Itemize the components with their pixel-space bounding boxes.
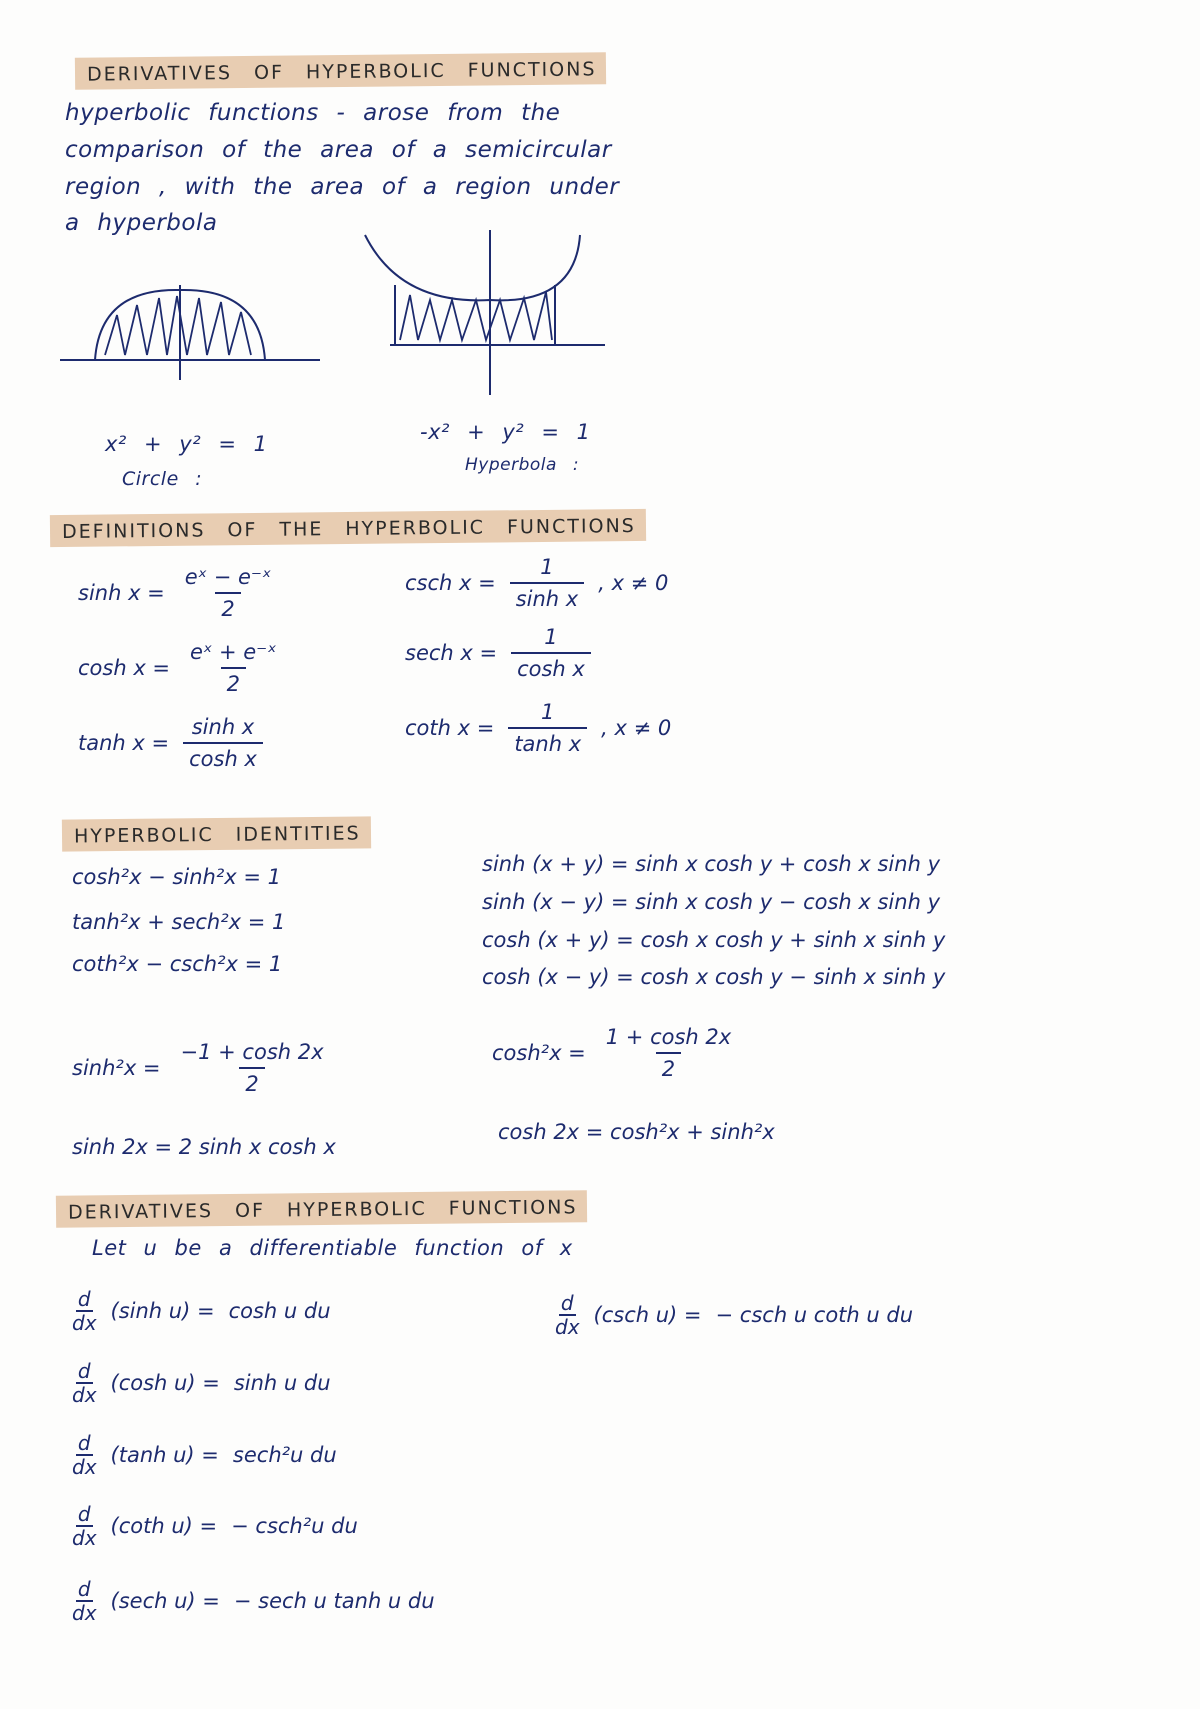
numerator: 1 + cosh 2x — [605, 1025, 732, 1049]
double-angle-cosh: cosh 2x = cosh²x + sinh²x — [498, 1120, 775, 1144]
derivatives-intro: Let u be a differentiable function of x — [92, 1236, 573, 1260]
identity-left: coth²x − csch²x = 1 — [72, 952, 283, 976]
identity-lhs: cosh²x = — [492, 1041, 586, 1065]
denominator: cosh x — [511, 652, 591, 681]
d-dx-operator: d dx — [72, 1359, 97, 1407]
hyperbola-label: Hyperbola : — [465, 455, 580, 475]
half-angle-sinh — [72, 1040, 330, 1096]
title-heading: DERIVATIVES OF HYPERBOLIC FUNCTIONS — [75, 52, 607, 90]
definition-csch — [405, 555, 668, 611]
definition-lhs: coth x = — [405, 716, 495, 740]
definition-lhs: csch x = — [405, 571, 496, 595]
definitions-heading: DEFINITIONS OF THE HYPERBOLIC FUNCTIONS — [50, 509, 646, 547]
intro-line: hyperbolic functions - arose from the — [65, 100, 561, 126]
numerator: 1 — [544, 625, 558, 649]
definition-lhs: sinh x = — [78, 581, 165, 605]
numerator: eˣ + e⁻ˣ — [190, 640, 277, 664]
derivative-rhs: sech²u du — [232, 1443, 337, 1467]
derivative-tanh — [72, 1432, 337, 1478]
semicircle-diagram — [55, 260, 335, 380]
d-dx-operator: d dx — [555, 1291, 580, 1339]
numerator: 1 — [540, 555, 554, 579]
identity-right: sinh (x − y) = sinh x cosh y − cosh x sinh y — [482, 890, 940, 914]
derivative-rhs: − csch²u du — [231, 1514, 358, 1538]
identity-left: cosh²x − sinh²x = 1 — [72, 865, 281, 889]
domain-note: , x ≠ 0 — [598, 571, 669, 595]
derivative-rhs: − sech u tanh u du — [233, 1589, 435, 1613]
derivative-coth — [72, 1503, 358, 1549]
derivative-cosh — [72, 1360, 331, 1406]
derivative-lhs: (sech u) = — [110, 1589, 220, 1613]
denominator: 2 — [221, 667, 246, 696]
derivatives-heading: DERIVATIVES OF HYPERBOLIC FUNCTIONS — [56, 1190, 588, 1228]
half-angle-cosh — [492, 1025, 737, 1081]
d-dx-operator: d dx — [72, 1431, 97, 1479]
derivative-csch — [555, 1292, 913, 1338]
d-dx-operator: d dx — [72, 1287, 97, 1335]
denominator: cosh x — [183, 742, 263, 771]
definition-lhs: cosh x = — [78, 656, 171, 680]
definition-coth — [405, 700, 671, 756]
identity-lhs: sinh²x = — [72, 1056, 161, 1080]
double-angle-sinh: sinh 2x = 2 sinh x cosh x — [72, 1135, 336, 1159]
numerator: eˣ − e⁻ˣ — [184, 565, 272, 589]
intro-line: region , with the area of a region under — [65, 174, 620, 200]
derivative-lhs: (sinh u) = — [110, 1299, 215, 1323]
derivative-lhs: (cosh u) = — [110, 1371, 220, 1395]
circle-label: Circle : — [122, 468, 203, 490]
identity-right: cosh (x + y) = cosh x cosh y + sinh x sinh y — [482, 928, 946, 952]
definition-lhs: tanh x = — [78, 731, 170, 755]
denominator: 2 — [239, 1067, 264, 1096]
derivative-lhs: (csch u) = — [593, 1303, 702, 1327]
definition-tanh — [78, 715, 263, 771]
denominator: sinh x — [510, 582, 585, 611]
derivative-sech — [72, 1578, 435, 1624]
identities-heading: HYPERBOLIC IDENTITIES — [62, 816, 371, 851]
definition-cosh — [78, 640, 283, 696]
hyperbola-diagram — [360, 220, 610, 400]
identity-right: sinh (x + y) = sinh x cosh y + cosh x sinh y — [482, 852, 940, 876]
derivative-sinh — [72, 1288, 331, 1334]
derivative-lhs: (tanh u) = — [110, 1443, 219, 1467]
intro-line: comparison of the area of a semicircular — [65, 137, 612, 163]
intro-line: a hyperbola — [65, 210, 218, 236]
definition-lhs: sech x = — [405, 641, 498, 665]
numerator: 1 — [541, 700, 555, 724]
derivative-rhs: cosh u du — [228, 1299, 331, 1323]
circle-equation: x² + y² = 1 — [105, 432, 268, 456]
definition-sinh — [78, 565, 277, 621]
derivative-rhs: − csch u coth u du — [715, 1303, 914, 1327]
d-dx-operator: d dx — [72, 1502, 97, 1550]
denominator: tanh x — [508, 727, 587, 756]
derivative-lhs: (coth u) = — [110, 1514, 218, 1538]
denominator: 2 — [656, 1052, 681, 1081]
d-dx-operator: d dx — [72, 1577, 97, 1625]
denominator: 2 — [215, 592, 240, 621]
definition-sech — [405, 625, 591, 681]
numerator: −1 + cosh 2x — [180, 1040, 324, 1064]
identity-left: tanh²x + sech²x = 1 — [72, 910, 286, 934]
identity-right: cosh (x − y) = cosh x cosh y − sinh x sinh y — [482, 965, 946, 989]
numerator: sinh x — [191, 715, 255, 739]
domain-note: , x ≠ 0 — [601, 716, 672, 740]
derivative-rhs: sinh u du — [233, 1371, 331, 1395]
hyperbola-equation: -x² + y² = 1 — [420, 420, 591, 444]
